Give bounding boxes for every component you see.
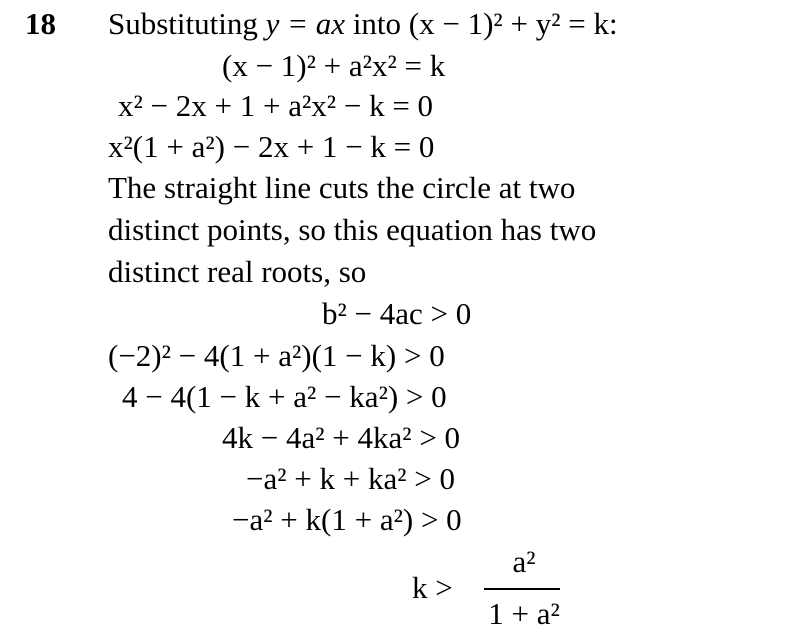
result-numerator: a² [512,544,536,579]
step-3: x²(1 + a²) − 2x + 1 − k = 0 [108,129,435,164]
explanation-line-2: distinct points, so this equation has two [108,212,597,247]
explanation-line-1: The straight line cuts the circle at two [108,170,576,205]
discriminant-expanded: 4 − 4(1 − k + a² − ka²) > 0 [122,379,447,414]
result-denominator: 1 + a² [488,596,560,631]
explanation-line-3: distinct real roots, so [108,254,367,289]
result-fraction [474,540,574,636]
discriminant-condition: b² − 4ac > 0 [322,296,472,331]
result-lhs: k > [412,570,453,605]
discriminant-simplified: 4k − 4a² + 4ka² > 0 [222,420,461,455]
intro-math-circle: (x − 1)² + y² = k: [408,6,618,41]
step-2: x² − 2x + 1 + a²x² − k = 0 [118,88,434,123]
question-number: 18 [25,6,56,41]
intro-text: Substituting [108,6,258,41]
intro-line [108,4,618,44]
discriminant-substituted: (−2)² − 4(1 + a²)(1 − k) > 0 [108,338,445,373]
step-1: (x − 1)² + a²x² = k [222,48,446,83]
intro-math-substitution: y = ax [265,6,346,41]
intro-into-word: into [352,6,402,41]
discriminant-divided: −a² + k + ka² > 0 [246,461,456,496]
fraction-bar [484,588,560,590]
discriminant-factored: −a² + k(1 + a²) > 0 [232,502,462,537]
